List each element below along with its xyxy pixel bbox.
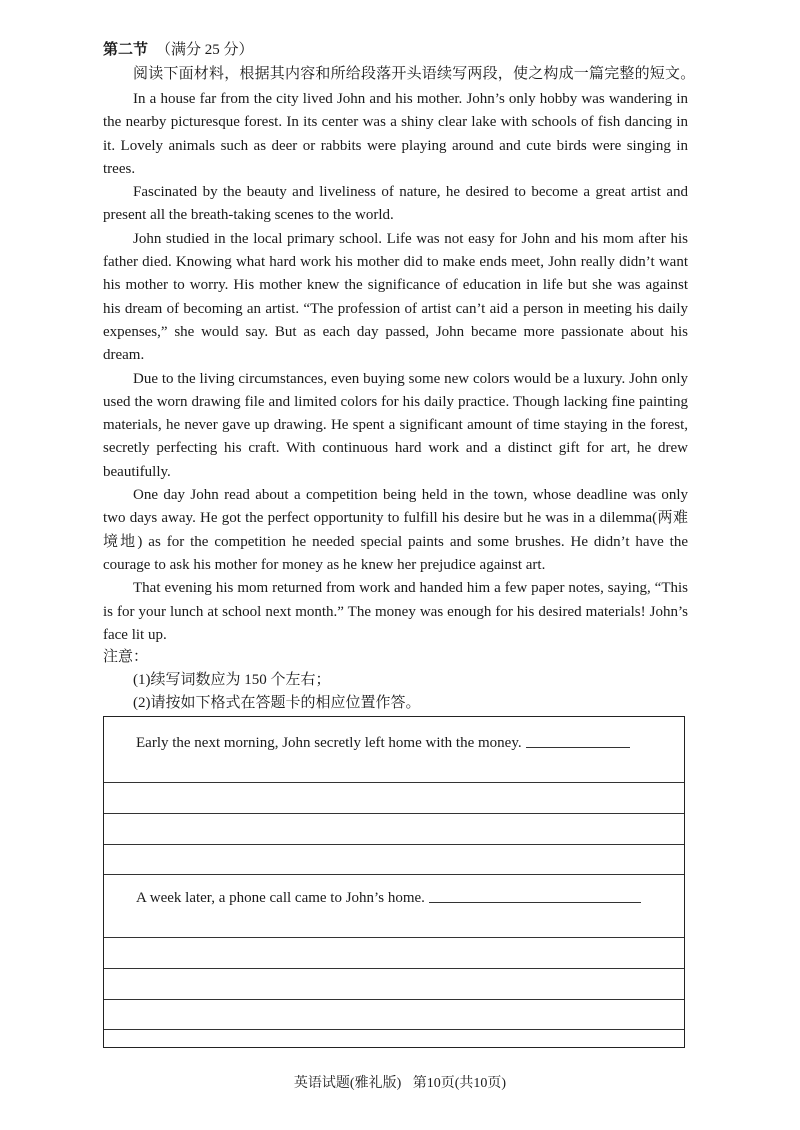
passage-paragraph-3: John studied in the local primary school. Life was not easy for John and his mom after his father died. Knowing what hard work his mother did to make ends meet, John really didn’t want his mother to worry. His mother knew the significance of education in life but she was against his dream of becoming an artist. “The profession of artist can’t aid a person in meeting his daily expenses,” she would say. But as each day passed, John became more passionate about his dream. xyxy=(103,230,688,364)
writing-line-2[interactable] xyxy=(104,813,684,814)
section-score: （满分 25 分） xyxy=(156,42,254,58)
writing-line-7[interactable] xyxy=(104,999,684,1000)
passage-paragraph-4: Due to the living circumstances, even buying some new colors would be a luxury. John only used the worn drawing file and limited colors for his daily practice. Though lacking fine painting materials, he never gave up drawing. He spent a significant amount of time staying in the forest, secretly perfecting his craft. With continuous hard work and a distinct gift for art, he drew beautifully. xyxy=(103,370,688,480)
writing-line-1[interactable] xyxy=(104,782,684,783)
passage-paragraph-5: One day John read about a competition being held in the town, whose deadline was only two days away. He got the perfect opportunity to fulfill his desire but he was in a dilemma(两难境地) as for the competition he needed special paints and some brushes. He didn’t have the courage to ask his mother for money as he knew her prejudice against art. xyxy=(103,487,688,573)
answer-box xyxy=(103,716,685,1048)
writing-line-8[interactable] xyxy=(104,1029,684,1030)
note-item-2: (2)请按如下格式在答题卡的相应位置作答。 xyxy=(133,695,421,711)
writing-line-4[interactable] xyxy=(104,874,684,875)
section-label: 第二节 xyxy=(103,42,149,58)
footer-subject: 英语试题(雅礼版) xyxy=(293,1076,402,1091)
prompt-1-blank-line[interactable] xyxy=(526,746,630,748)
notes-heading: 注意： xyxy=(103,649,149,665)
writing-line-5[interactable] xyxy=(104,937,684,938)
passage-paragraph-6: That evening his mom returned from work and handed him a few paper notes, saying, “This is for your lunch at school next month.” The money was enough for his desired materials! John’s face lit up. xyxy=(103,580,688,643)
prompt-2-text: A week later, a phone call came to John’s home. xyxy=(136,890,425,906)
paragraph-prompt-2 xyxy=(136,890,641,907)
paragraph-prompt-1 xyxy=(136,735,630,752)
reading-passage xyxy=(103,88,688,647)
prompt-2-blank-line[interactable] xyxy=(429,901,641,903)
notes-section xyxy=(103,646,421,715)
page-footer xyxy=(0,1072,800,1092)
passage-paragraph-1: In a house far from the city lived John and his mother. John’s only hobby was wandering in the nearby picturesque forest. In its center was a shiny clear lake with schools of fish dancing in it. Lovely animals such as deer or rabbits were playing around and cute birds were singing in trees. xyxy=(103,91,688,177)
passage-paragraph-2: Fascinated by the beauty and liveliness of nature, he desired to become a great artist and present all the breath-taking scenes to the world. xyxy=(103,184,688,224)
instruction-text: 阅读下面材料，根据其内容和所给段落开头语续写两段，使之构成一篇完整的短文。 xyxy=(133,66,696,82)
writing-line-3[interactable] xyxy=(104,844,684,845)
section-title xyxy=(103,38,254,59)
note-item-1: (1)续写词数应为 150 个左右； xyxy=(133,672,331,688)
footer-page-number: 第10页(共10页) xyxy=(412,1076,507,1091)
prompt-1-text: Early the next morning, John secretly left home with the money. xyxy=(136,735,522,751)
writing-line-6[interactable] xyxy=(104,968,684,969)
